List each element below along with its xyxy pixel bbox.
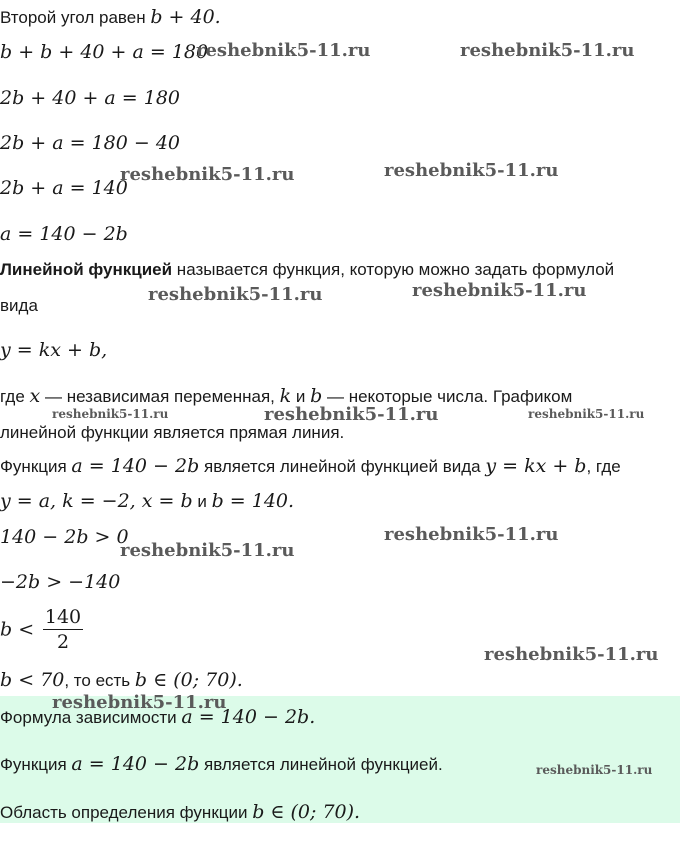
equation-3: 2b + a = 180 − 40 [0, 132, 181, 154]
intro-line: Второй угол равен b + 40. [0, 6, 221, 28]
watermark: reshebnik5-11.ru [384, 524, 559, 545]
watermark: reshebnik5-11.ru [484, 644, 659, 665]
where-line-1: где x — независимая переменная, k и b — некоторые числа. Графиком [0, 385, 573, 407]
watermark: reshebnik5-11.ru [384, 160, 559, 181]
inequality-2: −2b > −140 [0, 571, 121, 593]
equation-2: 2b + 40 + a = 180 [0, 87, 181, 109]
watermark: reshebnik5-11.ru [412, 280, 587, 301]
watermark: reshebnik5-11.ru [120, 164, 295, 185]
watermark: reshebnik5-11.ru [536, 763, 653, 777]
function-line: Функция a = 140 − 2b является линейной функцией вида y = kx + b, где [0, 455, 621, 477]
equation-5: a = 140 − 2b [0, 223, 128, 245]
definition-line-2: вида [0, 296, 38, 315]
inequality-3: b < $\frac{140}{2}$ [0, 606, 82, 653]
answer-box [0, 696, 680, 823]
answer-line-1: Формула зависимости a = 140 − 2b. [0, 706, 316, 728]
definition-formula: y = kx + b, [0, 339, 108, 361]
conclusion-line: b < 70, то есть b ∈ (0; 70). [0, 669, 243, 691]
watermark: reshebnik5-11.ru [196, 40, 371, 61]
answer-line-2: Функция a = 140 − 2b является линейной функцией. [0, 753, 443, 775]
where-line-2: линейной функции является прямая линия. [0, 423, 345, 442]
equation-4: 2b + a = 140 [0, 177, 128, 199]
watermark: reshebnik5-11.ru [52, 692, 227, 713]
definition-line-1: Линейной функцией называется функция, которую можно задать формулой [0, 260, 615, 279]
answer-line-3: Область определения функции b ∈ (0; 70). [0, 801, 361, 823]
fraction: $\frac{140}{2}$ [44, 606, 82, 653]
watermark: reshebnik5-11.ru [528, 407, 645, 421]
params-line: y = a, k = −2, x = b и b = 140. [0, 490, 295, 512]
inequality-1: 140 − 2b > 0 [0, 526, 129, 548]
watermark: reshebnik5-11.ru [52, 407, 169, 421]
watermark: reshebnik5-11.ru [460, 40, 635, 61]
watermark: reshebnik5-11.ru [120, 540, 295, 561]
watermark: reshebnik5-11.ru [264, 404, 439, 425]
equation-1: b + b + 40 + a = 180 [0, 41, 209, 63]
watermark: reshebnik5-11.ru [148, 284, 323, 305]
